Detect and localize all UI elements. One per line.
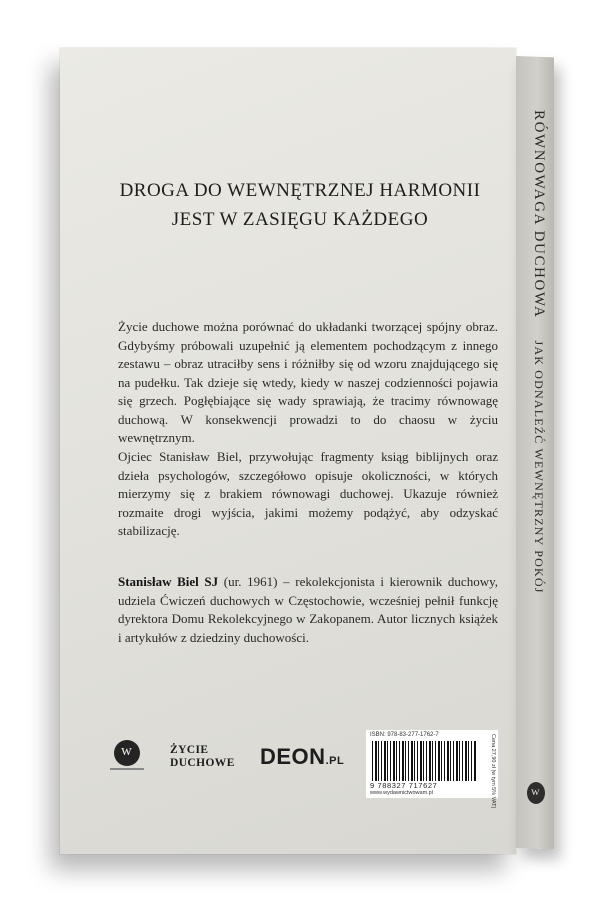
author-bio: [118, 573, 498, 647]
spine-subtitle: JAK ODNALEŹĆ WEWNĘTRZNY POKÓJ: [532, 340, 546, 594]
zycie-duchowe-logo: [170, 744, 235, 770]
spine-text: [527, 110, 547, 730]
author-name: Stanisław Biel SJ: [118, 574, 219, 589]
wam-logo-icon: [114, 740, 140, 766]
price-label: Cena 27,90 zł (w tym 5% VAT): [490, 734, 496, 809]
barcode-panel: [366, 730, 498, 809]
description-paragraph-2: Ojciec Stanisław Biel, przywołując fragmenty ksiąg biblijnych oraz dzieła psychologów, szczegółowo opisuje okoliczności, w których mierzymy się z brakiem równowagi duchowej. Ukazuje również rozmaite drogi wyjścia, jakimi możemy podążyć, aby odzyskać stabilizację.: [118, 449, 498, 538]
zycie-logo-line-1: ŻYCIE: [170, 744, 209, 756]
publisher-url: www.wydawnictwowam.pl: [370, 790, 433, 796]
zycie-logo-line-2: DUCHOWE: [170, 757, 235, 769]
wam-logo-underline: [110, 768, 144, 770]
headline-line-1: DROGA DO WEWNĘTRZNEJ HARMONII: [119, 180, 481, 201]
description-paragraph-1: Życie duchowe można porównać do układanki tworzącej spójny obraz. Gdybyśmy próbowali uzupełnić ją elementem pochodzącym z innego zestawu – obraz utraciłby sens i różniłby się od wzoru znajdującego się na pudełku. Tak dzieje się wtedy, kiedy w naszej codzienności pojawia się grzech. Pogłębiające się wady sprawiają, że tracimy równowagę duchową. W konsekwencji prowadzi to do chaosu w życiu wewnętrznym.: [118, 319, 498, 445]
spine-title: RÓWNOWAGA DUCHOWA: [531, 110, 547, 319]
barcode-digits: 9 788327 717627: [370, 781, 438, 790]
author-bio-text: (ur. 1961) – rekolekcjonista i kierownik duchowy, udziela Ćwiczeń duchowych w Częstochowie, wcześniej pełnił funkcję dyrektora Domu Rekolekcyjnego w Zakopanem. Autor licznych książek i artykułów z dziedziny duchowości.: [118, 574, 498, 645]
headline: [100, 176, 500, 234]
deon-logo-text: DEON: [260, 744, 326, 769]
deon-logo: [260, 744, 344, 770]
isbn-label: ISBN: 978-83-277-1762-7: [370, 732, 439, 738]
headline-line-2: JEST W ZASIĘGU KAŻDEGO: [171, 209, 429, 230]
spine-publisher-logo-icon: [527, 782, 545, 804]
barcode-icon: [372, 741, 476, 781]
publisher-logos: [114, 732, 504, 809]
deon-logo-suffix: .PL: [325, 755, 345, 767]
